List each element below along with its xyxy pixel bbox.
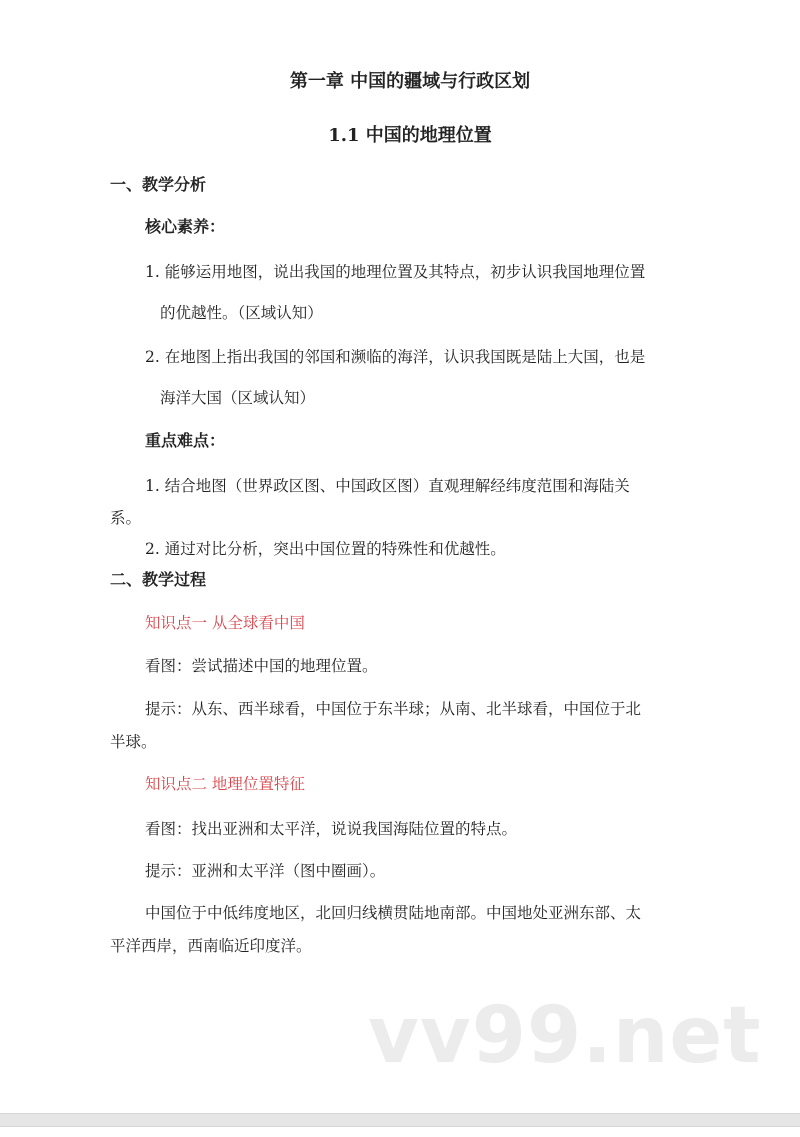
core-item-2-cont: 海洋大国（区域认知） xyxy=(160,389,316,407)
key-points-heading: 重点难点： xyxy=(145,431,226,450)
kp2-summary-cont: 平洋西岸，西南临近印度洋。 xyxy=(110,937,312,955)
kp1-hint: 提示：从东、西半球看，中国位于东半球；从南、北半球看，中国位于北 xyxy=(145,700,642,718)
core-item-1-cont: 的优越性。（区域认知） xyxy=(160,304,323,322)
kp2-summary: 中国位于中低纬度地区，北回归线横贯陆地南部。中国地处亚洲东部、太 xyxy=(145,904,642,922)
core-item-2: 2. 在地图上指出我国的邻国和濒临的海洋，认识我国既是陆上大国，也是 xyxy=(145,348,646,366)
kp1-look: 看图：尝试描述中国的地理位置。 xyxy=(145,657,378,675)
key-item-1-cont: 系。 xyxy=(110,509,142,527)
part1-heading: 一、教学分析 xyxy=(110,175,207,194)
key-item-1: 1. 结合地图（世界政区图、中国政区图）直观理解经纬度范围和海陆关 xyxy=(145,477,630,495)
section-title: 1.1 中国的地理位置 xyxy=(328,125,492,146)
page-separator xyxy=(0,1113,800,1127)
kp1-hint-cont: 半球。 xyxy=(110,733,157,751)
kp2-look: 看图：找出亚洲和太平洋，说说我国海陆位置的特点。 xyxy=(145,820,518,838)
knowledge-point-2-title: 知识点二 地理位置特征 xyxy=(145,775,305,793)
core-literacy-heading: 核心素养： xyxy=(145,217,226,236)
kp2-hint: 提示：亚洲和太平洋（图中圈画）。 xyxy=(145,862,386,880)
knowledge-point-1-title: 知识点一 从全球看中国 xyxy=(145,614,305,632)
chapter-title: 第一章 中国的疆域与行政区划 xyxy=(289,71,531,92)
key-item-2: 2. 通过对比分析，突出中国位置的特殊性和优越性。 xyxy=(145,540,506,558)
core-item-1: 1. 能够运用地图，说出我国的地理位置及其特点，初步认识我国地理位置 xyxy=(145,263,646,281)
part2-heading: 二、教学过程 xyxy=(110,570,207,589)
watermark: vv99.net xyxy=(368,991,762,1081)
